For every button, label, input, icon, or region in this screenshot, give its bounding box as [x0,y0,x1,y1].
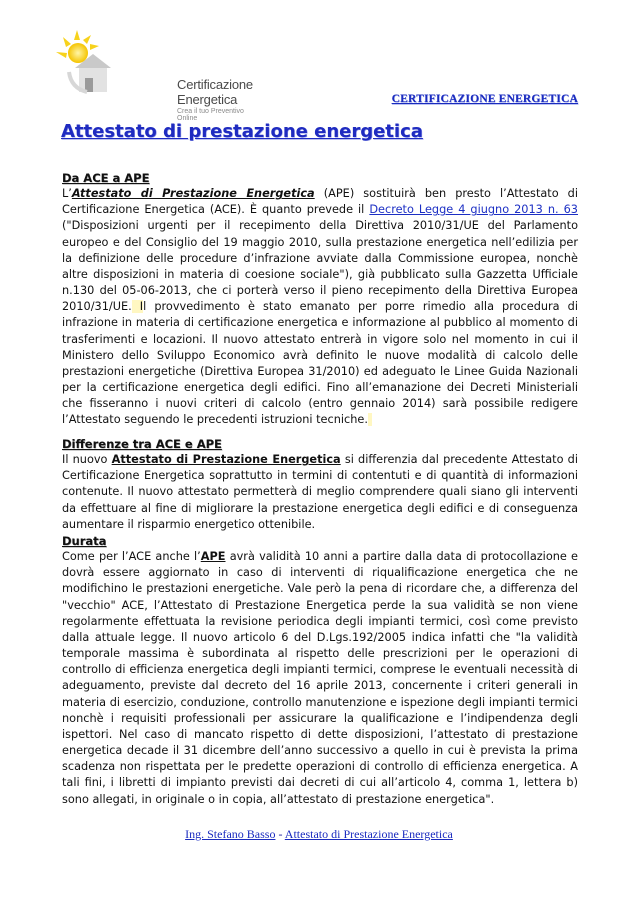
logo-tagline: Crea il tuo Preventivo Online [177,108,244,122]
emphasis-text: Attestato di Prestazione Energetica [71,187,315,201]
header-link[interactable]: CERTIFICAZIONE ENERGETICA [391,93,578,105]
highlight-mark [368,413,372,426]
footer-separator: - [275,827,285,841]
section-heading: Da ACE a APE [62,171,150,185]
section-da-ace-a-ape [62,170,578,429]
sun-house-logo-icon [55,28,125,98]
section-paragraph [62,549,578,808]
page-footer [0,827,638,842]
section-paragraph [62,186,578,428]
footer-author-link[interactable]: Ing. Stefano Basso [185,827,276,841]
text-run: avrà validità 10 anni a partire dalla data di protocollazione e dovrà essere aggiornato in caso di interventi di riqualificazione energetica che ne modifichino le prestazioni energetiche. Vale però la pena di ricordare che, a differenza del "vecchio" ACE, l’Attestato di Prestazione Energetica perde la sua validità se non viene regolarmente effettuata la revisione periodica degli impianti termici, così come previsto dalla attuale legge. Il nuovo articolo 6 del D.Lgs.192/2005 indica infatti che "la validità temporale massima è subordinata al rispetto delle prescrizioni per le operazioni di controllo di efficienza energetica degli impianti termici, comprese le eventuali necessità di adeguamento, previste dal decreto del 16 aprile 2013, concernente i criteri generali in materia di esercizio, conduzione, controllo manutenzione e ispezione degli impianti termici nonchè i requisiti professionali per assicurare la qualificazione e l’indipendenza degli ispettori. Nel caso di mancato rispetto di dette disposizioni, l’attestato di prestazione energetica decade il 31 dicembre dell’anno successivo a quello in cui è prevista la prima scadenza non rispettata per le predette operazioni di controllo di efficienza energetica. A tali fini, i libretti di impianto previsti dai decreti di cui all’articolo 4, comma 1, lettera b) sono allegati, in originale o in copia, all’attestato di prestazione energetica". [62,550,578,806]
section-paragraph [62,452,578,533]
text-run: L’ [62,187,72,201]
highlight-text: I [131,300,144,314]
strong-text: Attestato di Prestazione Energetica [111,453,341,467]
logo [55,28,255,122]
page-title: Attestato di prestazione energetica [61,121,423,142]
text-run: ("Disposizioni urgenti per il recepimento della Direttiva 2010/31/UE del Parlamento europeo e del Consiglio del 19 maggio 2010, sulla prestazione energetica nell’edilizia per la definizione delle procedure d’infrazione avviate dalla Commissione europea, nonchè altre disposizioni in materia di coesione sociale"), già pubblicato sulla Gazzetta Ufficiale n.130 del 05-06-2013, che ci porterà verso il pieno recepimento della Direttiva Europea 2010/31/UE. [62,219,578,314]
strong-text: APE [200,550,226,564]
section-durata [62,533,578,808]
section-heading: Differenze tra ACE e APE [62,437,222,451]
section-differenze [62,436,578,533]
logo-title: Certificazione Energetica [177,77,253,107]
text-run: si differenzia dal precedente Attestato di Certificazione Energetica soprattutto in termini di contentuti e di quantità di informazioni contenute. Il nuovo attestato permetterà di meglio comprendere quali siano gli interventi da effettuare al fine di migliorare la prestazione energetica degli edifici e di conseguenza aumentare il risparmio energetico ottenibile. [62,453,578,531]
footer-doc-link[interactable]: Attestato di Prestazione Energetica [284,827,453,841]
text-run: Il nuovo [62,453,112,467]
text-run: (APE) sostituirà ben presto l’Attestato di Certificazione Energetica (ACE). È quanto prevede il [62,187,578,217]
section-heading: Durata [62,534,107,548]
text-run: l provvedimento è stato emanato per porre rimedio alla procedura di infrazione in materia di certificazione energetica e informazione al pubblico al momento di trasferimenti e locazioni. Il nuovo attestato entrerà in vigore solo nel momento in cui il Ministero dello Sviluppo Economico avrà definito le nuove modalità di calcolo delle prestazioni energetiche (Direttiva Europea 31/2010) ed adeguato le Linee Guida Nazionali per la certificazione energetica degli edifici. Fino all’emanazione dei Decreti Ministeriali che fisseranno i nuovi criteri di calcolo (entro gennaio 2014) sarà possibile redigere l’Attestato seguendo le precedenti istruzioni tecniche. [62,300,578,427]
decreto-legge-link[interactable]: Decreto Legge 4 giugno 2013 n. 63 [369,203,578,217]
text-run: Come per l’ACE anche l’ [62,550,201,564]
